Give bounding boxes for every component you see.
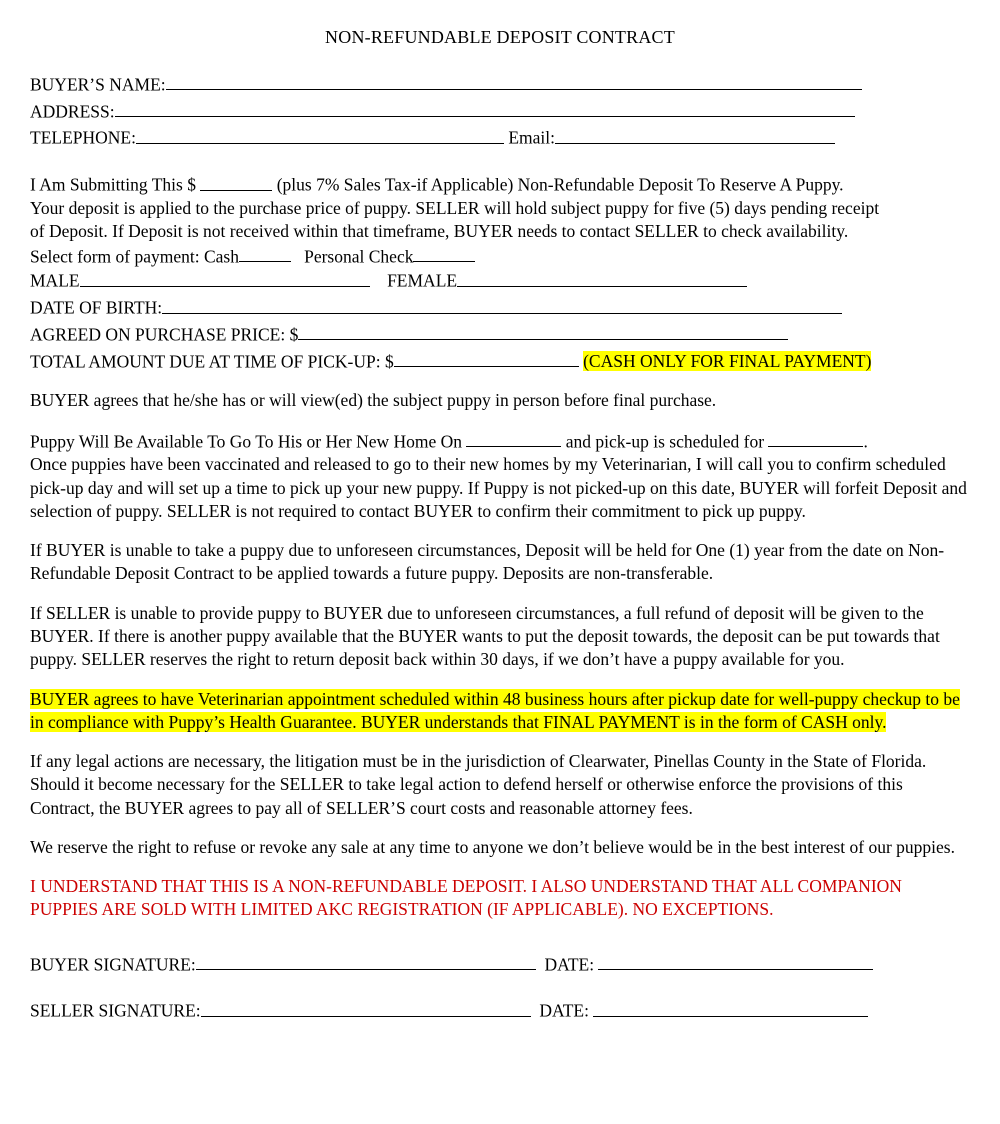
cash-only-note: (CASH ONLY FOR FINAL PAYMENT) bbox=[583, 351, 872, 372]
pickup-date-period: . bbox=[863, 431, 868, 452]
buyer-name-line bbox=[30, 72, 970, 97]
buyer-signature-input[interactable] bbox=[196, 952, 536, 971]
buyer-signature-line bbox=[30, 952, 970, 977]
payment-cash-label: Select form of payment: Cash bbox=[30, 246, 239, 267]
telephone-line bbox=[30, 125, 970, 150]
agreed-price-line bbox=[30, 322, 970, 347]
telephone-label: TELEPHONE: bbox=[30, 127, 136, 148]
pickup-date-line bbox=[30, 429, 970, 454]
seller-signature-line bbox=[30, 998, 970, 1023]
right-to-refuse-paragraph: We reserve the right to refuse or revoke any sale at any time to anyone we don’t believe would be in the best interest of our puppies. bbox=[30, 836, 955, 857]
deposit-line-1-suffix: (plus 7% Sales Tax-if Applicable) Non-Refundable Deposit To Reserve A Puppy. bbox=[276, 174, 844, 195]
buyer-name-input-2[interactable] bbox=[544, 72, 862, 91]
pickup-details-paragraph: Once puppies have been vaccinated and released to go to their new homes by my Veterinarian, I will call you to confirm scheduled pick-up day and will set up a time to pick up your new puppy. If Puppy is not picked-up on this date, BUYER will forfeit Deposit and selection of puppy. SELLER is not required to contact BUYER to confirm their commitment to pick up puppy. bbox=[30, 454, 967, 521]
total-due-line bbox=[30, 349, 970, 374]
understanding-statement: I UNDERSTAND THAT THIS IS A NON-REFUNDABLE DEPOSIT. I ALSO UNDERSTAND THAT ALL COMPANION PUPPIES ARE SOLD WITH LIMITED AKC REGISTRATION (IF APPLICABLE). NO EXCEPTIONS. bbox=[30, 876, 902, 920]
buyer-name-label: BUYER’S NAME: bbox=[30, 74, 166, 95]
pickup-scheduled-input[interactable] bbox=[768, 429, 863, 448]
address-label: ADDRESS: bbox=[30, 101, 115, 122]
buyer-name-input[interactable] bbox=[166, 72, 544, 91]
vet-appointment-paragraph bbox=[30, 688, 970, 735]
deposit-amount-prefix: I Am Submitting This $ bbox=[30, 174, 196, 195]
vet-appointment-text: BUYER agrees to have Veterinarian appointment scheduled within 48 business hours after pickup date for well-puppy checkup to be in compliance with Puppy’s Health Guarantee. BUYER understands that FINAL PAYMENT is in the form of CASH only. bbox=[30, 688, 960, 732]
seller-signature-input[interactable] bbox=[201, 998, 531, 1017]
total-due-input[interactable] bbox=[394, 349, 579, 368]
telephone-input[interactable] bbox=[136, 125, 504, 144]
deposit-line-1 bbox=[30, 172, 970, 197]
payment-check-label: Personal Check bbox=[304, 246, 414, 267]
address-line bbox=[30, 99, 970, 124]
pickup-date-prefix: Puppy Will Be Available To Go To His or Her New Home On bbox=[30, 431, 463, 452]
buyer-info-block bbox=[30, 72, 970, 150]
payment-select-line bbox=[30, 244, 970, 269]
signature-block bbox=[30, 952, 970, 1024]
buyer-signature-label: BUYER SIGNATURE: bbox=[30, 954, 196, 975]
buyer-unforeseen-paragraph: If BUYER is unable to take a puppy due to unforeseen circumstances, Deposit will be held for One (1) year from the date on Non-Refundable Deposit Contract to be applied towards a future puppy. Deposits are non-transferable. bbox=[30, 540, 945, 584]
seller-unforeseen-paragraph: If SELLER is unable to provide puppy to BUYER due to unforeseen circumstances, a full refund of deposit will be given to the BUYER. If there is another puppy available that the BUYER wants to put the deposit towards, the deposit can be put towards that puppy. SELLER reserves the right to return deposit back within 30 days, if we don’t have a puppy available for you. bbox=[30, 602, 940, 670]
seller-signature-label: SELLER SIGNATURE: bbox=[30, 1000, 201, 1021]
dob-input[interactable] bbox=[162, 295, 842, 314]
email-label: Email: bbox=[508, 127, 555, 148]
male-input[interactable] bbox=[80, 268, 370, 287]
agreed-price-label: AGREED ON PURCHASE PRICE: $ bbox=[30, 324, 299, 345]
cash-checkbox-line[interactable] bbox=[239, 244, 291, 263]
pickup-home-date-input[interactable] bbox=[466, 429, 561, 448]
deposit-line-3: of Deposit. If Deposit is not received within that timeframe, BUYER needs to contact SELLER to check availability. bbox=[30, 221, 849, 242]
address-input[interactable] bbox=[115, 99, 855, 118]
deposit-amount-input[interactable] bbox=[200, 172, 272, 191]
deposit-block bbox=[30, 172, 970, 373]
pickup-block bbox=[30, 429, 970, 524]
female-input[interactable] bbox=[457, 268, 747, 287]
deposit-line-2: Your deposit is applied to the purchase price of puppy. SELLER will hold subject puppy for five (5) days pending receipt bbox=[30, 198, 880, 218]
pickup-date-mid: and pick-up is scheduled for bbox=[565, 431, 765, 452]
dob-label: DATE OF BIRTH: bbox=[30, 297, 163, 318]
view-puppy-paragraph: BUYER agrees that he/she has or will view(ed) the subject puppy in person before final purchase. bbox=[30, 390, 717, 411]
dob-line bbox=[30, 295, 970, 320]
agreed-price-input[interactable] bbox=[298, 322, 788, 341]
page-title: NON-REFUNDABLE DEPOSIT CONTRACT bbox=[325, 27, 675, 47]
male-label: MALE bbox=[30, 270, 80, 291]
seller-date-label: DATE: bbox=[539, 1000, 589, 1021]
personal-check-checkbox-line[interactable] bbox=[413, 244, 475, 263]
email-input[interactable] bbox=[555, 125, 835, 144]
buyer-date-input[interactable] bbox=[598, 952, 873, 971]
female-label: FEMALE bbox=[387, 270, 458, 291]
total-due-label: TOTAL AMOUNT DUE AT TIME OF PICK-UP: $ bbox=[30, 351, 394, 372]
seller-date-input[interactable] bbox=[593, 998, 868, 1017]
buyer-date-label: DATE: bbox=[544, 954, 595, 975]
gender-line bbox=[30, 268, 970, 293]
legal-jurisdiction-paragraph: If any legal actions are necessary, the litigation must be in the jurisdiction of Clearwater, Pinellas County in the State of Florida. Should it become necessary for the SELLER to take legal action to defend herself or otherwise enforce the provisions of this Contract, the BUYER agrees to pay all of SELLER’S court costs and reasonable attorney fees. bbox=[30, 751, 927, 818]
